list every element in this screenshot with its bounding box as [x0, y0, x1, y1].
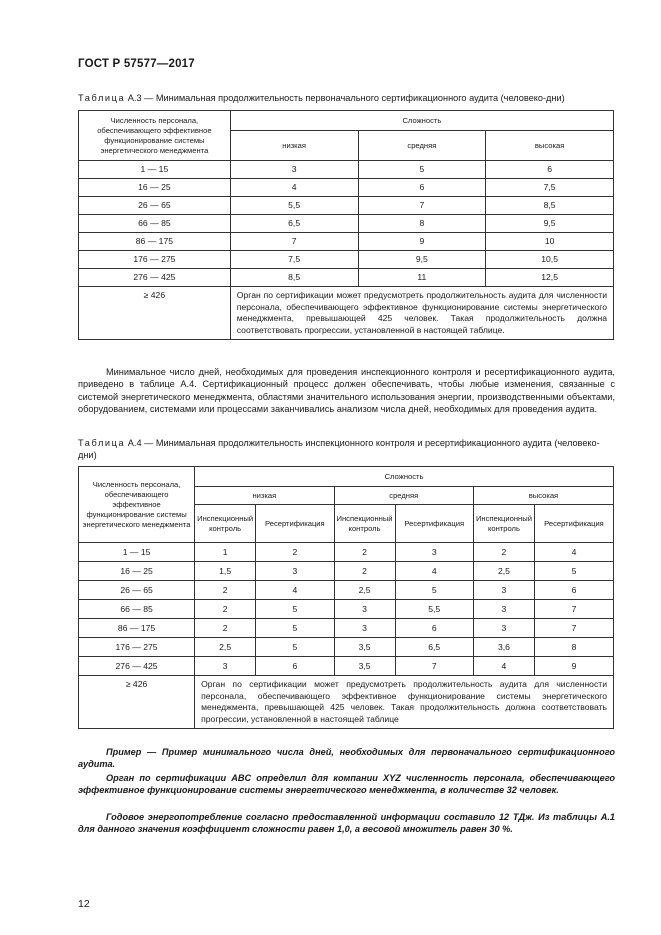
table-cell: 5 [256, 619, 334, 638]
table-cell: 3 [334, 619, 395, 638]
example-line-1: Пример — Пример минимального числа дней, необходимых для первоначального сертификационного аудита. [78, 747, 615, 770]
table-cell: 6 [395, 619, 473, 638]
table-cell: 9 [534, 657, 613, 676]
table-cell: 276 — 425 [79, 657, 195, 676]
document-header: ГОСТ Р 57577—2017 [78, 58, 195, 70]
table-cell: ≥ 426 [79, 676, 195, 729]
table-cell: 3 [230, 161, 358, 179]
table-cell: 9,5 [358, 251, 486, 269]
table-cell: 3 [195, 657, 256, 676]
table-cell: 276 — 425 [79, 269, 231, 287]
table-a3-level-mid: средняя [358, 131, 486, 161]
table-cell: 5 [534, 562, 613, 581]
table-cell: 2 [334, 543, 395, 562]
table-cell: 86 — 175 [79, 233, 231, 251]
table-cell: 12,5 [486, 269, 614, 287]
table-cell: 3 [334, 600, 395, 619]
table-cell: 5 [358, 161, 486, 179]
table-a3-complexity-header: Сложность [230, 111, 613, 131]
table-cell: 2,5 [195, 638, 256, 657]
caption-label: Таблица [78, 93, 126, 103]
table-cell: 8 [358, 215, 486, 233]
table-a4-level-low: низкая [195, 487, 334, 505]
table-a4 [78, 466, 614, 729]
table-cell: 7,5 [486, 179, 614, 197]
table-row [79, 657, 614, 676]
table-a3-level-high: высокая [486, 131, 614, 161]
table-row [79, 562, 614, 581]
table-cell: 7,5 [230, 251, 358, 269]
table-a4-level-high: высокая [473, 487, 613, 505]
table-row [79, 269, 614, 287]
table-cell: 4 [230, 179, 358, 197]
table-cell: 3 [395, 543, 473, 562]
table-cell: 6 [534, 581, 613, 600]
body-paragraph: Минимальное число дней, необходимых для проведения инспекционного контроля и ресертификационного аудита, приведено в таблице А.4. Сертификационный процесс должен обеспечивать, чтобы любые изменения, связанные с системой энергетического менеджмента, областями значительного использования энергии, производственными объектами, оборудованием, системами или процессами заканчивались анализом числа дней, необходимых для проведения аудита. [78, 367, 615, 415]
table-cell: 5 [256, 600, 334, 619]
table-cell: 2 [334, 562, 395, 581]
table-cell: 1 — 15 [79, 161, 231, 179]
subheader-inspection: Инспекционный контроль [195, 505, 256, 543]
table-row [79, 600, 614, 619]
caption-text: А.3 — Минимальная продолжительность первоначального сертификационного аудита (человеко-дни) [125, 93, 565, 103]
table-cell: 1 — 15 [79, 543, 195, 562]
table-cell: 3 [473, 581, 534, 600]
table-a3-col-header: Численность персонала, обеспечивающего эффективное функционирование системы энергетического менеджмента [79, 111, 231, 161]
table-cell: 3 [473, 600, 534, 619]
table-cell: 2 [473, 543, 534, 562]
table-cell: 3,5 [334, 657, 395, 676]
example-line-2: Орган по сертификации ABC определил для компании XYZ численность персонала, обеспечивающего эффективное функционирование системы энергетического менеджмента, в количестве 32 человек. [78, 773, 615, 796]
table-cell: 6,5 [230, 215, 358, 233]
table-cell: 3 [473, 619, 534, 638]
table-cell: 11 [358, 269, 486, 287]
table-cell: 7 [395, 657, 473, 676]
table-cell: 8,5 [486, 197, 614, 215]
table-a3 [78, 110, 614, 340]
table-cell: 10 [486, 233, 614, 251]
table-row [79, 179, 614, 197]
table-a3-note: Орган по сертификации может предусмотреть продолжительность аудита для численности персонала, обеспечивающего эффективное функционирование системы энергетического менеджмента, превышающей 425 человек. Такая продолжительность должна соответствовать прогрессии, установленной в настоящей таблице. [230, 287, 613, 340]
table-cell: 4 [256, 581, 334, 600]
table-cell: 3,6 [473, 638, 534, 657]
table-row [79, 233, 614, 251]
table-cell: 10,5 [486, 251, 614, 269]
subheader-inspection: Инспекционный контроль [334, 505, 395, 543]
table-cell: 66 — 85 [79, 215, 231, 233]
table-cell: ≥ 426 [79, 287, 231, 340]
table-cell: 2 [195, 619, 256, 638]
table-cell: 5,5 [395, 600, 473, 619]
table-cell: 176 — 275 [79, 638, 195, 657]
table-a4-complexity-header: Сложность [195, 467, 614, 487]
table-cell: 86 — 175 [79, 619, 195, 638]
caption-label: Таблица [78, 438, 126, 448]
table-row [79, 638, 614, 657]
table-cell: 7 [534, 600, 613, 619]
table-cell: 9 [358, 233, 486, 251]
table-cell: 1 [195, 543, 256, 562]
table-a4-col-header: Численность персонала, обеспечивающего эффективное функционирование системы энергетического менеджмента [79, 467, 195, 543]
table-row [79, 287, 614, 340]
table-cell: 5 [256, 638, 334, 657]
table-row [79, 197, 614, 215]
table-cell: 4 [534, 543, 613, 562]
table-cell: 4 [473, 657, 534, 676]
table-cell: 7 [358, 197, 486, 215]
subheader-inspection: Инспекционный контроль [473, 505, 534, 543]
table-a3-caption [78, 92, 615, 104]
table-cell: 8 [534, 638, 613, 657]
subheader-recertification: Ресертификация [256, 505, 334, 543]
table-cell: 2,5 [473, 562, 534, 581]
table-cell: 26 — 65 [79, 197, 231, 215]
table-cell: 2 [256, 543, 334, 562]
table-row [79, 619, 614, 638]
table-cell: 2 [195, 581, 256, 600]
table-cell: 6 [486, 161, 614, 179]
table-row [79, 215, 614, 233]
table-cell: 16 — 25 [79, 179, 231, 197]
table-cell: 6 [358, 179, 486, 197]
table-cell: 3,5 [334, 638, 395, 657]
table-cell: 6 [256, 657, 334, 676]
table-cell: 26 — 65 [79, 581, 195, 600]
table-a4-caption [78, 437, 615, 461]
table-row [79, 676, 614, 729]
caption-text: А.4 — Минимальная продолжительность инспекционного контроля и ресертификационного аудита (человеко-дни) [78, 438, 600, 460]
table-cell: 7 [534, 619, 613, 638]
table-row [79, 543, 614, 562]
table-cell: 2,5 [334, 581, 395, 600]
table-row [79, 581, 614, 600]
page-number: 12 [78, 898, 90, 910]
table-cell: 1,5 [195, 562, 256, 581]
table-a4-level-mid: средняя [334, 487, 473, 505]
table-cell: 6,5 [395, 638, 473, 657]
table-a4-note: Орган по сертификации может предусмотреть продолжительность аудита для численности персонала, обеспечивающего эффективное функционирование системы энергетического менеджмента, превышающей 425 человек. Такая продолжительность должна соответствовать прогрессии, установленной в настоящей таблице [195, 676, 614, 729]
table-cell: 176 — 275 [79, 251, 231, 269]
table-cell: 3 [256, 562, 334, 581]
subheader-recertification: Ресертификация [395, 505, 473, 543]
table-cell: 4 [395, 562, 473, 581]
table-cell: 7 [230, 233, 358, 251]
table-cell: 5,5 [230, 197, 358, 215]
table-cell: 5 [395, 581, 473, 600]
table-row [79, 161, 614, 179]
table-cell: 66 — 85 [79, 600, 195, 619]
table-row [79, 251, 614, 269]
table-cell: 8,5 [230, 269, 358, 287]
table-cell: 9,5 [486, 215, 614, 233]
table-cell: 2 [195, 600, 256, 619]
subheader-recertification: Ресертификация [534, 505, 613, 543]
example-line-3: Годовое энергопотребление согласно предоставленной информации составило 12 ТДж. Из таблицы А.1 для данного значения коэффициент сложности равен 1,0, а весовой множитель равен 30 %. [78, 812, 615, 835]
table-a3-level-low: низкая [230, 131, 358, 161]
table-cell: 16 — 25 [79, 562, 195, 581]
